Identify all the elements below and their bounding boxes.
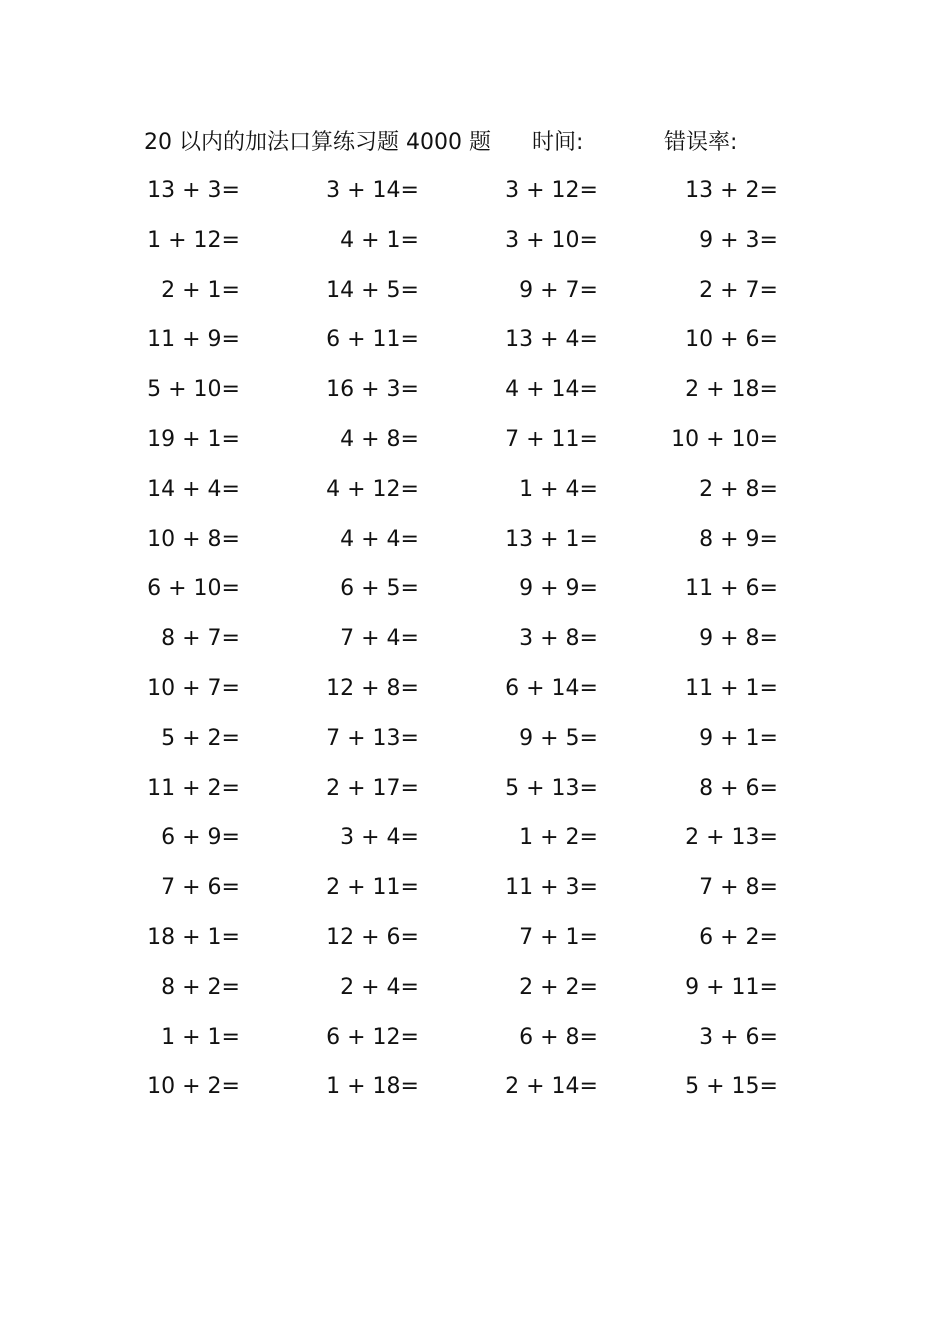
addition-problem: 5 + 2= [161,725,240,751]
addition-problem: 3 + 12= [505,178,598,203]
addition-problem: 11 + 3= [505,875,598,901]
addition-problem: 12 + 8= [326,675,419,701]
addition-problem: 1 + 18= [326,1074,419,1100]
addition-problem: 7 + 4= [340,626,419,652]
addition-problem: 5 + 13= [505,775,598,801]
addition-problem: 11 + 9= [147,327,240,353]
addition-problem: 7 + 11= [505,426,598,452]
addition-problem: 7 + 13= [326,725,419,751]
addition-problem: 6 + 14= [505,675,598,701]
problem-row [0,522,950,572]
problem-row [0,970,950,1020]
problem-row [0,422,950,472]
addition-problem: 2 + 18= [685,377,778,403]
addition-problem: 6 + 2= [699,924,778,950]
addition-problem: 9 + 8= [699,626,778,652]
addition-problem: 2 + 1= [161,277,240,303]
problem-row [0,1020,950,1070]
addition-problem: 4 + 1= [340,227,419,253]
problem-row [0,322,950,372]
addition-problem: 4 + 12= [326,476,419,502]
addition-problem: 7 + 6= [161,875,240,901]
addition-problem: 2 + 17= [326,775,419,801]
error-rate-label: 错误率: [664,130,738,155]
addition-problem: 5 + 15= [685,1074,778,1100]
problem-row [0,870,950,920]
problem-row [0,621,950,671]
addition-problem: 2 + 7= [699,277,778,303]
addition-problem: 6 + 10= [147,576,240,602]
addition-problem: 2 + 4= [340,974,419,1000]
addition-problem: 8 + 9= [699,526,778,552]
addition-problem: 10 + 6= [685,327,778,353]
addition-problem: 3 + 6= [699,1024,778,1050]
addition-problem: 1 + 12= [147,227,240,253]
addition-problem: 1 + 1= [161,1024,240,1050]
problem-row [0,920,950,970]
problem-row [0,571,950,621]
problem-row [0,671,950,721]
addition-problem: 13 + 4= [505,327,598,353]
addition-problem: 13 + 3= [147,178,240,203]
addition-problem: 2 + 11= [326,875,419,901]
addition-problem: 16 + 3= [326,377,419,403]
addition-problem: 2 + 2= [519,974,598,1000]
addition-problem: 6 + 11= [326,327,419,353]
addition-problem: 3 + 14= [326,178,419,203]
addition-problem: 10 + 2= [147,1074,240,1100]
addition-problem: 2 + 8= [699,476,778,502]
addition-problem: 14 + 4= [147,476,240,502]
addition-problem: 10 + 10= [671,426,778,452]
problem-row [0,223,950,273]
addition-problem: 3 + 4= [340,825,419,851]
worksheet-title: 20 以内的加法口算练习题 4000 题 [144,130,491,155]
addition-problem: 9 + 5= [519,725,598,751]
addition-problem: 13 + 2= [685,178,778,203]
problem-row [0,1069,950,1119]
addition-problem: 6 + 8= [519,1024,598,1050]
addition-problem: 5 + 10= [147,377,240,403]
addition-problem: 8 + 2= [161,974,240,1000]
addition-problem: 3 + 10= [505,227,598,253]
addition-problem: 4 + 8= [340,426,419,452]
addition-problem: 2 + 13= [685,825,778,851]
addition-problem: 7 + 8= [699,875,778,901]
addition-problem: 9 + 7= [519,277,598,303]
addition-problem: 1 + 4= [519,476,598,502]
addition-problem: 11 + 6= [685,576,778,602]
problem-row [0,472,950,522]
addition-problem: 1 + 2= [519,825,598,851]
addition-problem: 14 + 5= [326,277,419,303]
addition-problem: 9 + 1= [699,725,778,751]
problem-row [0,173,950,223]
problem-row [0,771,950,821]
addition-problem: 4 + 4= [340,526,419,552]
addition-problem: 6 + 5= [340,576,419,602]
addition-problem: 3 + 8= [519,626,598,652]
addition-problem: 2 + 14= [505,1074,598,1100]
addition-problem: 18 + 1= [147,924,240,950]
addition-problem: 8 + 7= [161,626,240,652]
problem-grid [0,173,950,1119]
time-label: 时间: [532,130,584,155]
addition-problem: 6 + 9= [161,825,240,851]
addition-problem: 6 + 12= [326,1024,419,1050]
addition-problem: 10 + 7= [147,675,240,701]
problem-row [0,721,950,771]
problem-row [0,273,950,323]
addition-problem: 9 + 11= [685,974,778,1000]
addition-problem: 9 + 9= [519,576,598,602]
addition-problem: 11 + 2= [147,775,240,801]
problem-row [0,820,950,870]
addition-problem: 8 + 6= [699,775,778,801]
problem-row [0,372,950,422]
addition-problem: 11 + 1= [685,675,778,701]
addition-problem: 9 + 3= [699,227,778,253]
addition-problem: 12 + 6= [326,924,419,950]
addition-problem: 10 + 8= [147,526,240,552]
addition-problem: 7 + 1= [519,924,598,950]
addition-problem: 19 + 1= [147,426,240,452]
addition-problem: 4 + 14= [505,377,598,403]
addition-problem: 13 + 1= [505,526,598,552]
